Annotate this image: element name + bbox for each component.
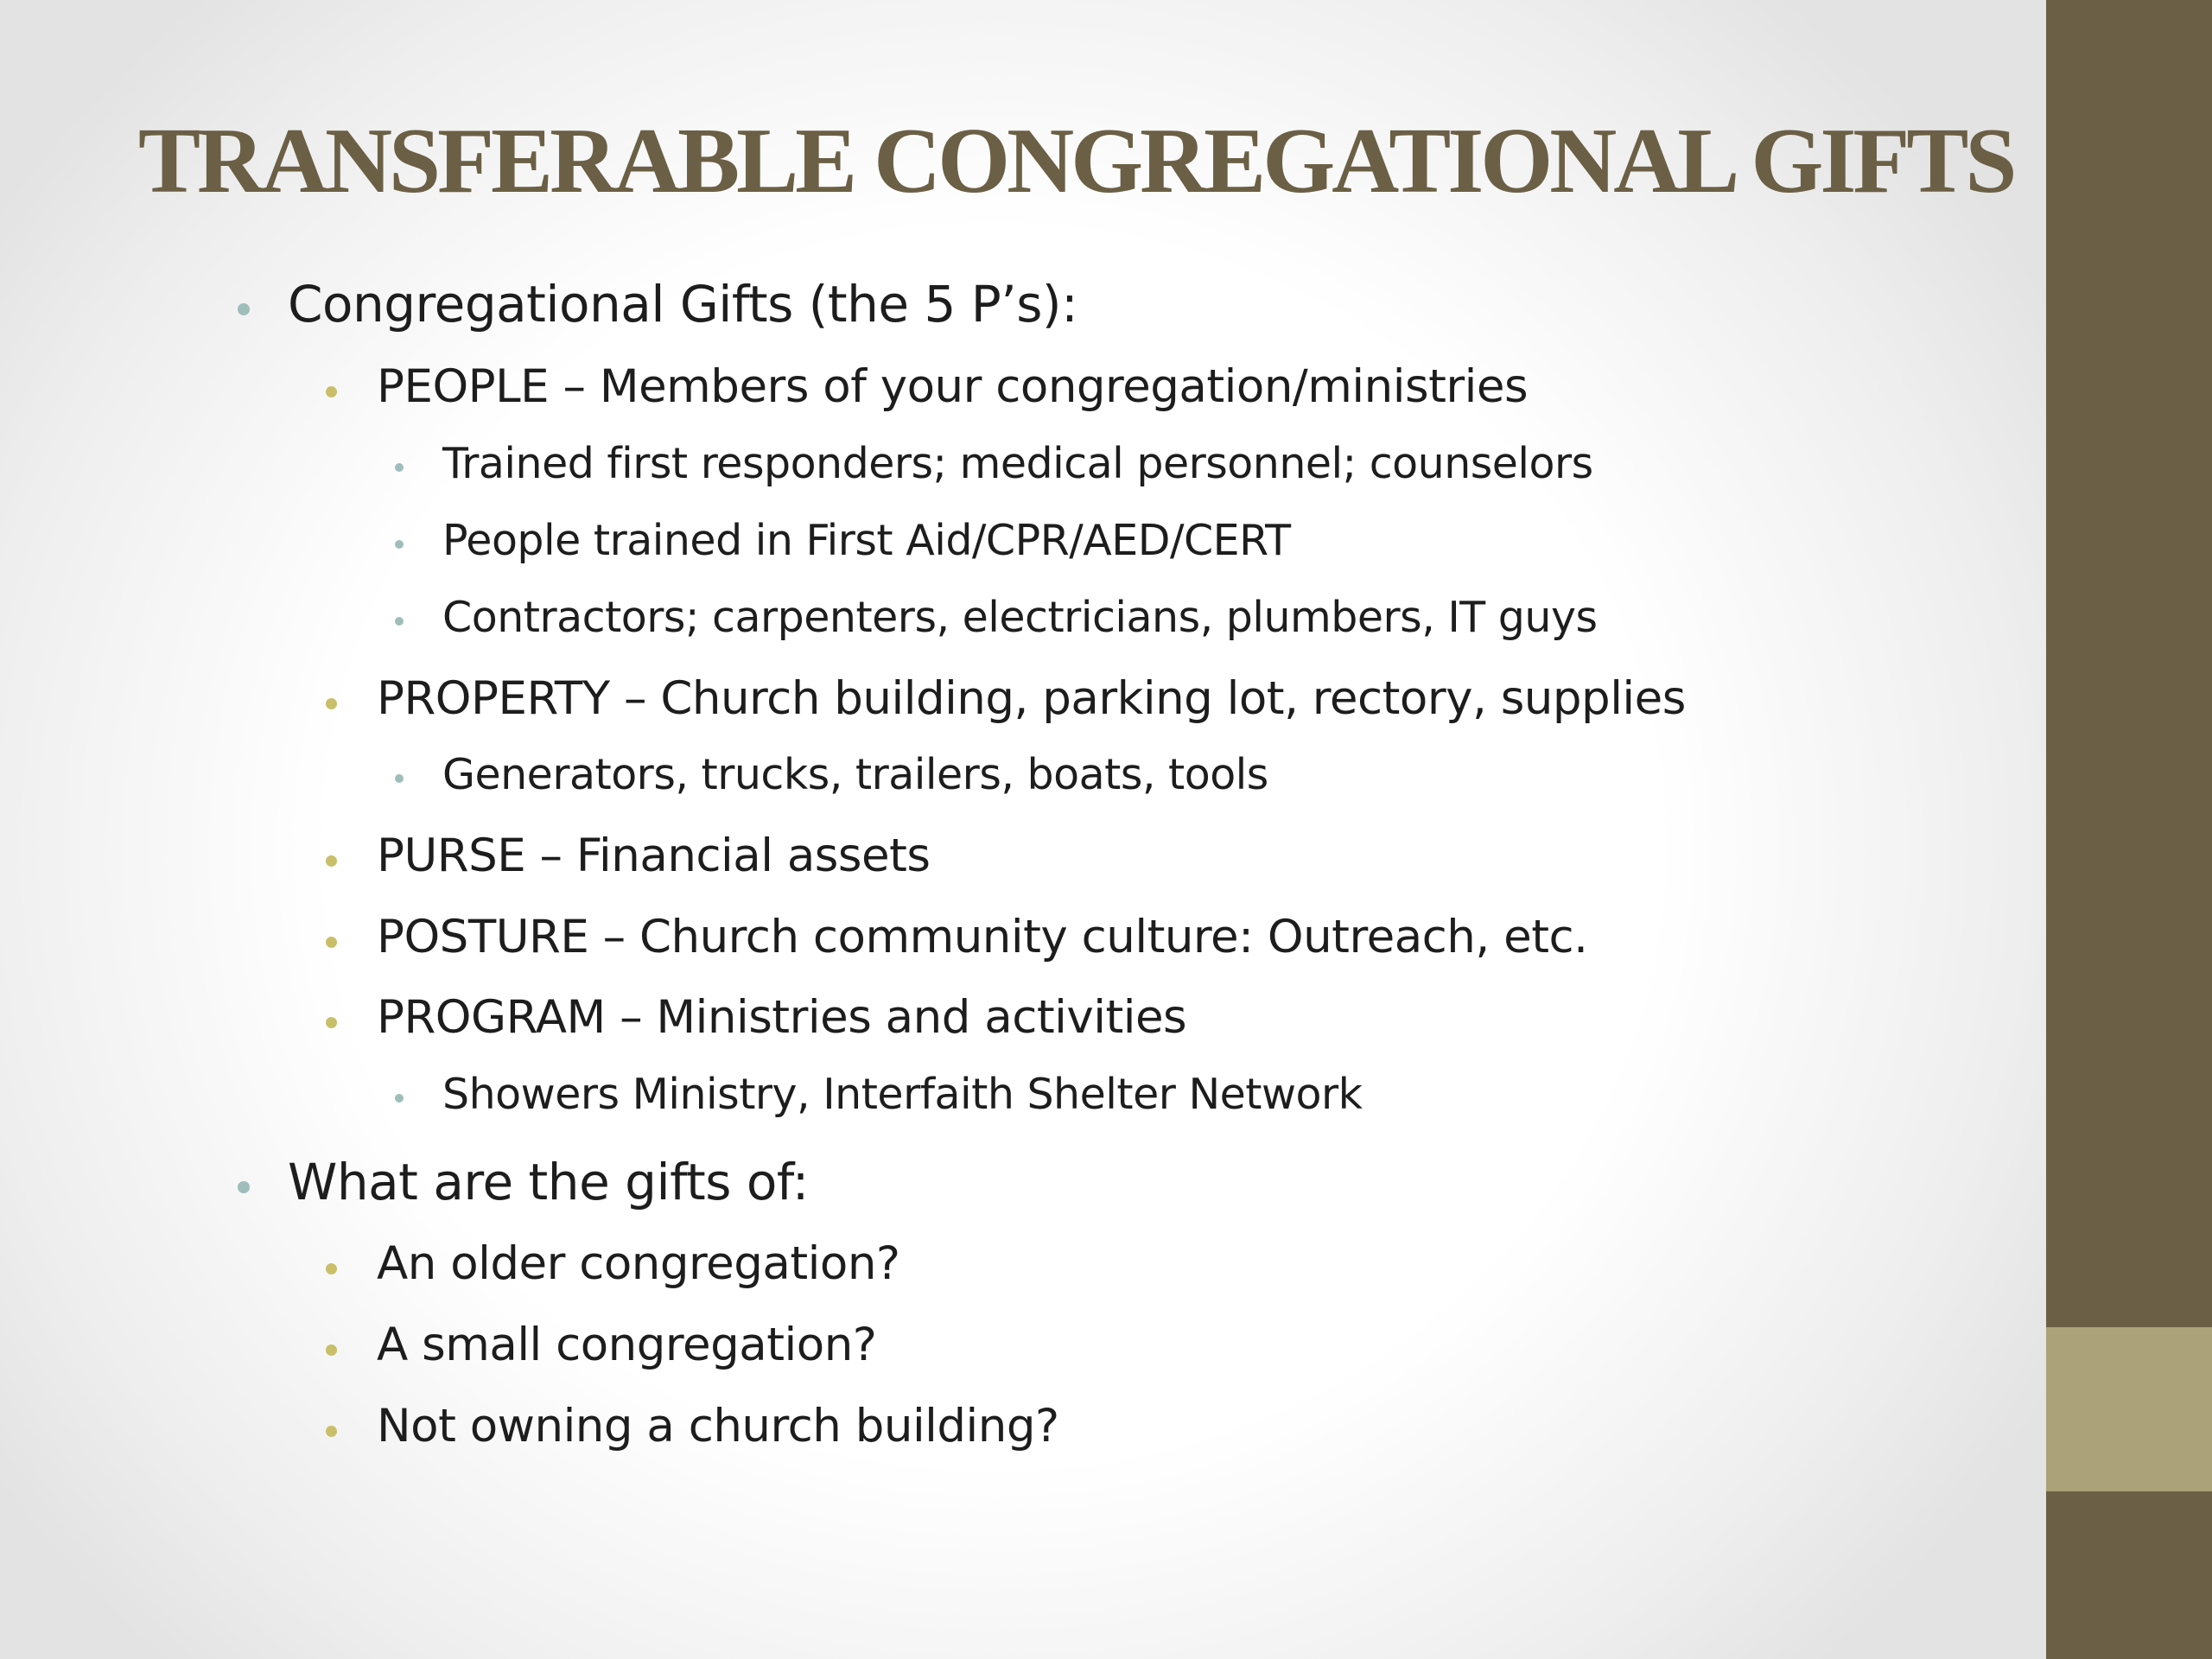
bullet-dot-icon <box>326 1426 337 1437</box>
bullet-item-level-2 <box>377 360 1528 413</box>
bullet-text: Contractors; carpenters, electricians, plumbers, IT guys <box>442 593 1598 642</box>
side-bar-accent-block <box>2046 1327 2212 1491</box>
bullet-item-level-2 <box>377 1319 876 1371</box>
bullet-text: PEOPLE – Members of your congregation/ministries <box>377 360 1529 413</box>
bullet-text: A small congregation? <box>377 1319 877 1371</box>
bullet-dot-icon <box>326 855 337 867</box>
bullet-text: PROPERTY – Church building, parking lot, rectory, supplies <box>377 672 1686 725</box>
bullet-item-level-2 <box>377 830 931 882</box>
bullet-item-level-2 <box>377 672 1686 725</box>
bullet-text: Congregational Gifts (the 5 P’s): <box>288 275 1078 334</box>
bullet-dot-icon <box>326 937 337 948</box>
bullet-dot-icon <box>395 540 404 549</box>
bullet-text: What are the gifts of: <box>288 1153 809 1211</box>
bullet-text: Generators, trucks, trailers, boats, tools <box>442 750 1268 799</box>
bullet-dot-icon <box>395 774 404 783</box>
bullet-item-level-1 <box>288 275 1077 334</box>
bullet-text: Showers Ministry, Interfaith Shelter Network <box>442 1070 1363 1119</box>
decorative-side-bar <box>2046 0 2212 1659</box>
side-bar-dark-top <box>2046 0 2212 1327</box>
bullet-text: Trained first responders; medical personnel; counselors <box>442 439 1593 488</box>
bullet-dot-icon <box>395 463 404 472</box>
side-bar-dark-bottom <box>2046 1491 2212 1659</box>
bullet-text: Not owning a church building? <box>377 1400 1059 1452</box>
bullet-dot-icon <box>326 1344 337 1356</box>
bullet-dot-icon <box>326 698 337 709</box>
bullet-text: PURSE – Financial assets <box>377 830 931 882</box>
bullet-item-level-2 <box>377 1237 900 1290</box>
bullet-item-level-3 <box>442 750 1268 799</box>
bullet-dot-icon <box>326 1017 337 1028</box>
bullet-text: An older congregation? <box>377 1237 900 1290</box>
bullet-item-level-1 <box>288 1153 809 1211</box>
bullet-dot-icon <box>395 617 404 626</box>
bullet-text: People trained in First Aid/CPR/AED/CERT <box>442 516 1291 565</box>
bullet-item-level-2 <box>377 991 1186 1044</box>
bullet-dot-icon <box>238 1181 250 1193</box>
bullet-dot-icon <box>395 1094 404 1103</box>
bullet-text: POSTURE – Church community culture: Outreach, etc. <box>377 911 1588 963</box>
slide-title: TRANSFERABLE CONGREGATIONAL GIFTS <box>138 110 2014 213</box>
bullet-item-level-2 <box>377 1400 1059 1452</box>
bullet-item-level-3 <box>442 516 1291 565</box>
bullet-item-level-3 <box>442 1070 1363 1119</box>
bullet-text: PROGRAM – Ministries and activities <box>377 991 1187 1044</box>
bullet-dot-icon <box>326 386 337 397</box>
bullet-item-level-2 <box>377 911 1587 963</box>
bullet-item-level-3 <box>442 439 1593 488</box>
bullet-dot-icon <box>326 1263 337 1274</box>
bullet-dot-icon <box>238 303 250 315</box>
bullet-item-level-3 <box>442 593 1598 642</box>
